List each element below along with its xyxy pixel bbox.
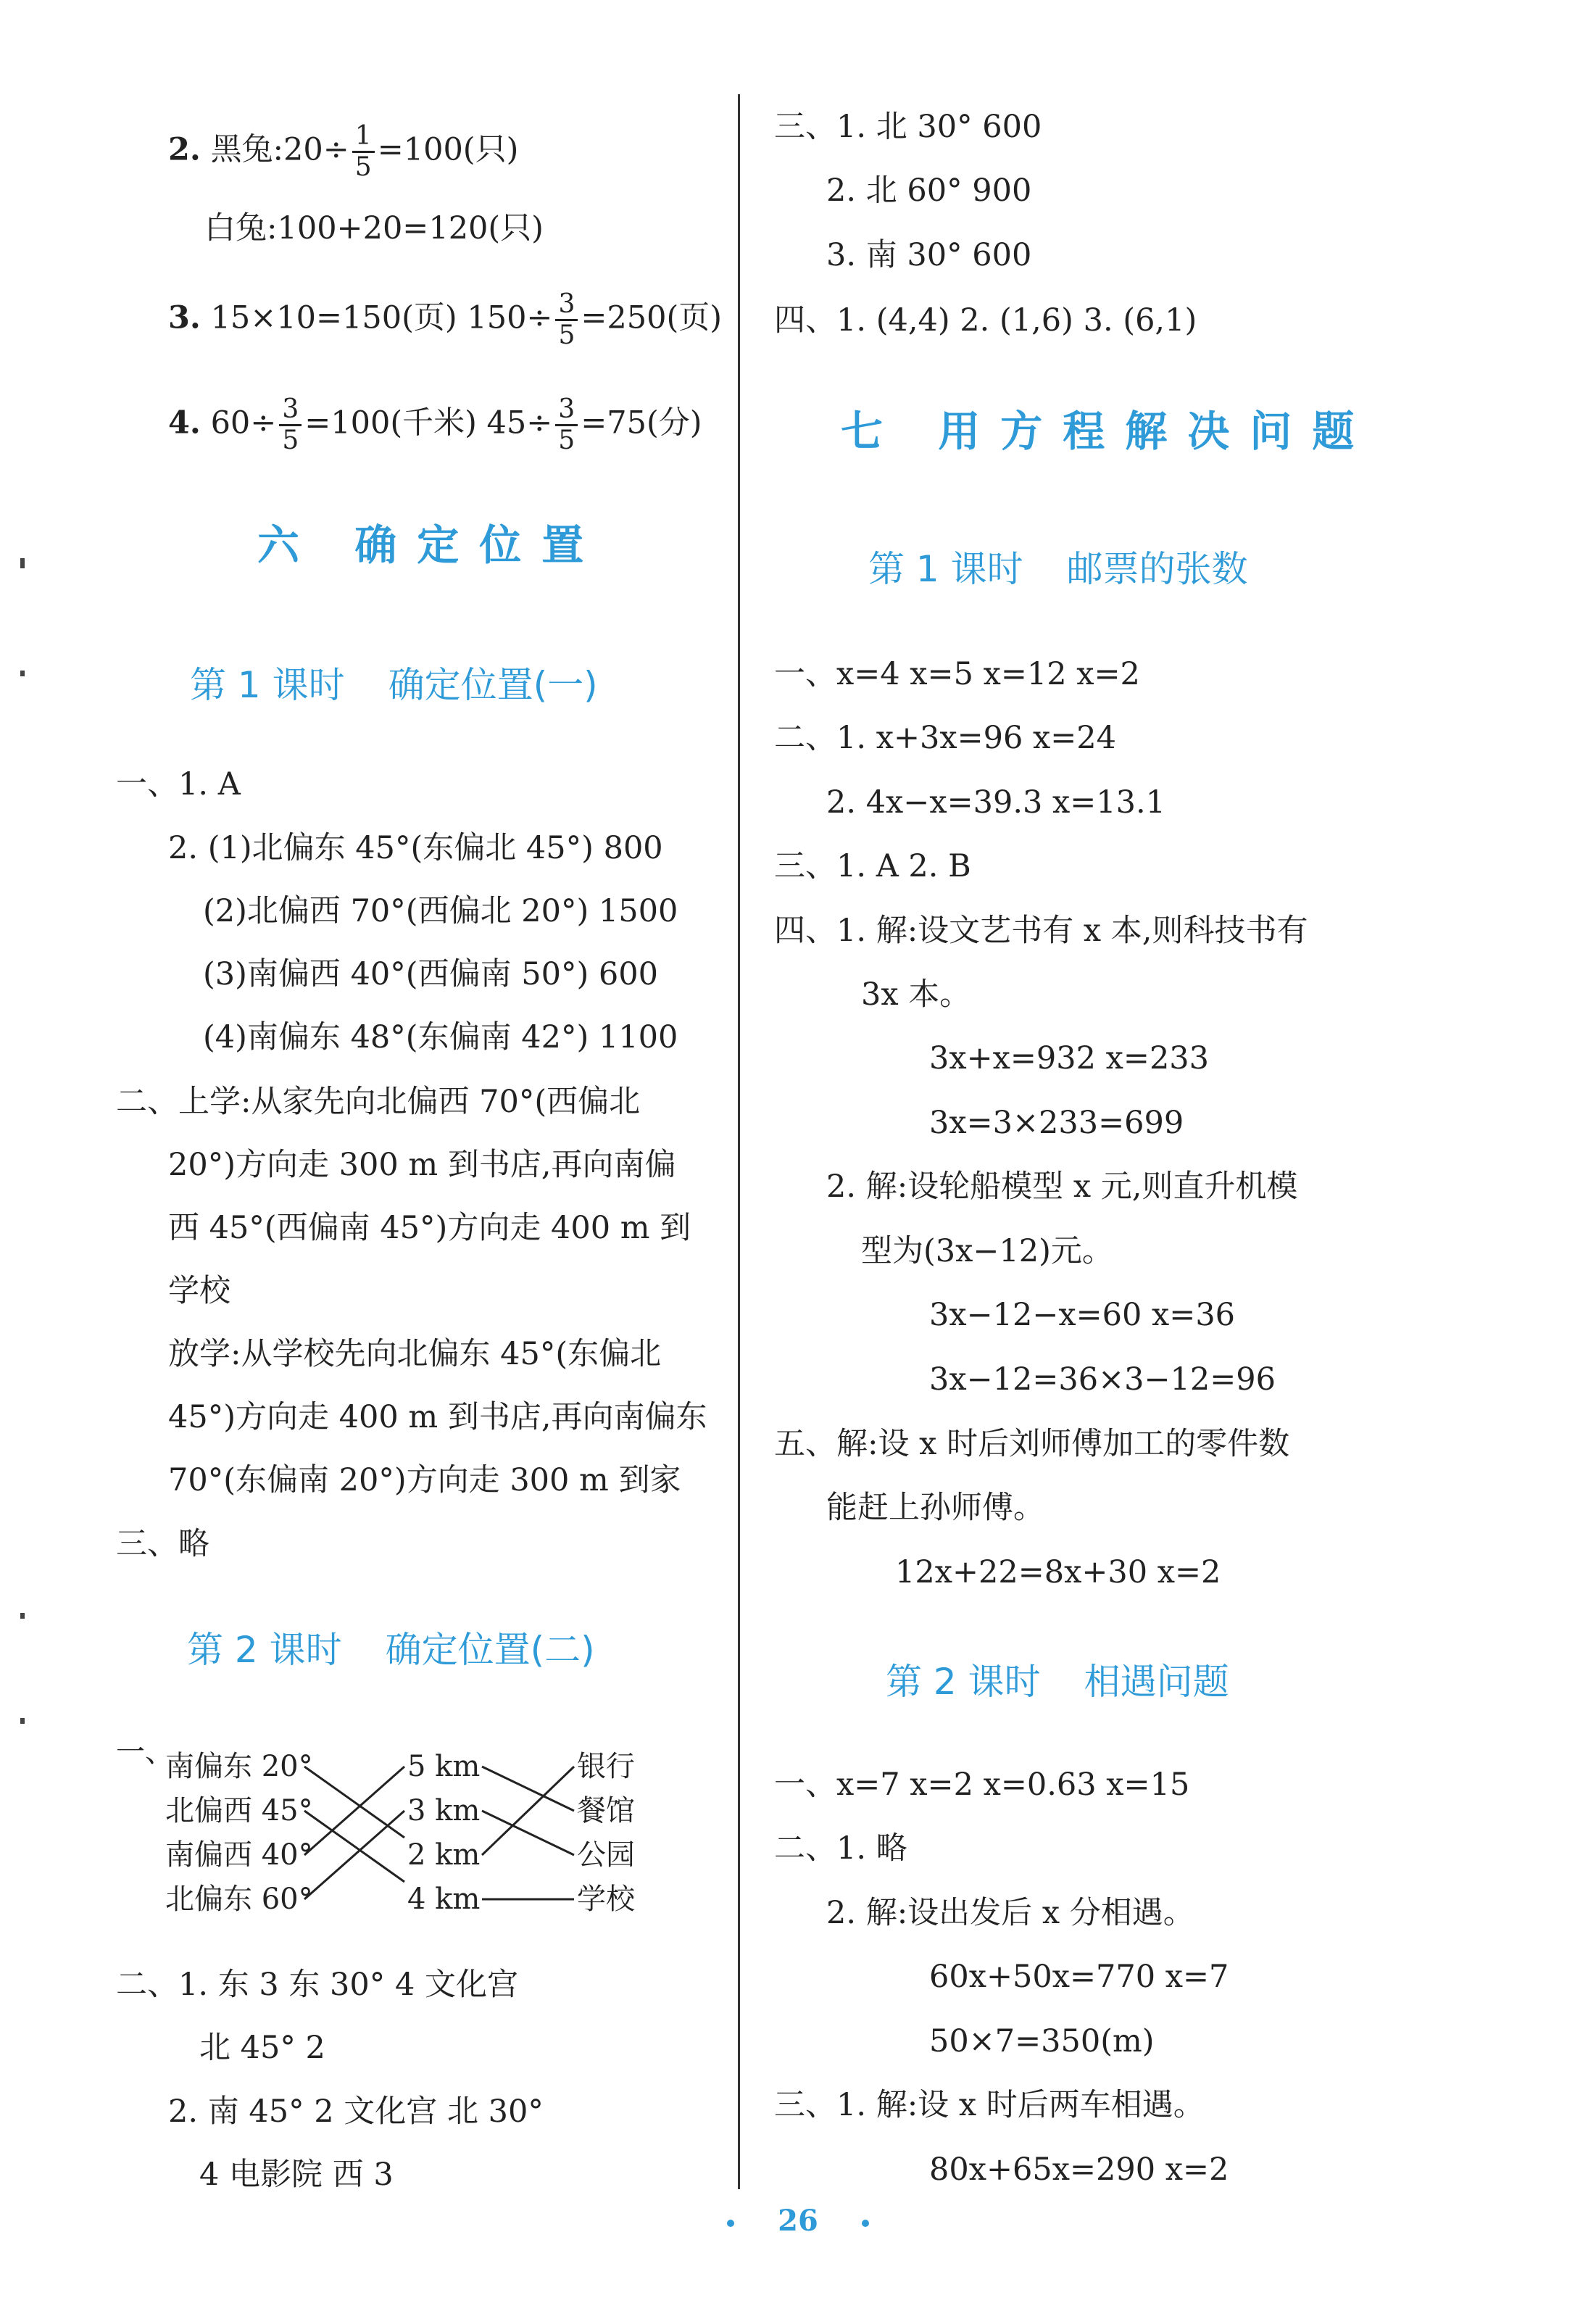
section-2-line-4: 学校 <box>168 1273 230 1309</box>
r-answer-a2: 二、1. x+3x=96 x=24 <box>774 720 1116 756</box>
section-2-line-6: 45°)方向走 400 m 到书店,再向南偏东 <box>168 1399 707 1435</box>
lesson-number: 第 2 课时 <box>886 1661 1041 1703</box>
fraction <box>555 290 578 350</box>
section-1-item-2-4: (4)南偏东 48°(东偏南 42°) 1100 <box>203 1019 678 1055</box>
section-1-item-2: 2. (1)北偏东 45°(东偏北 45°) 800 <box>168 830 663 866</box>
text: 黑兔:20÷ <box>210 131 349 168</box>
text: =250(页) <box>581 299 723 336</box>
text: 60÷ <box>210 404 277 441</box>
section-2-line-2: 20°)方向走 300 m 到书店,再向南偏 <box>168 1147 676 1183</box>
text: =75(分) <box>581 404 702 441</box>
match-line-dir4 <box>304 1811 404 1899</box>
match-place-4: 学校 <box>577 1883 635 1916</box>
answer-4-line <box>168 395 702 455</box>
section-3: 三、略 <box>116 1526 209 1562</box>
r-answer-a12: 3x−12=36×3−12=96 <box>929 1361 1276 1398</box>
r-answer-a7: 3x+x=932 x=233 <box>929 1040 1210 1076</box>
denominator: 5 <box>558 426 575 455</box>
match-line-dist1 <box>482 1767 574 1811</box>
r-answer-a11: 3x−12−x=60 x=36 <box>929 1297 1236 1333</box>
r-answer-b2: 二、1. 略 <box>774 1830 907 1867</box>
section-2-line-3: 西 45°(西偏南 45°)方向走 400 m 到 <box>168 1210 691 1246</box>
numerator: 3 <box>555 290 578 321</box>
unit-title-6: 六 确定位置 <box>257 520 604 570</box>
match-line-dist3 <box>482 1767 574 1855</box>
r-lesson-title-2 <box>886 1653 1229 1705</box>
match-line-dir3 <box>304 1767 404 1855</box>
section-1-item-2-2: (2)北偏西 70°(西偏北 20°) 1500 <box>203 893 678 929</box>
match-line-dist2 <box>482 1811 574 1855</box>
fraction <box>279 395 302 455</box>
page-dot-right <box>862 2220 869 2227</box>
answer-3-line <box>168 290 722 350</box>
numerator: 1 <box>352 122 375 153</box>
part-2-item-2-2: 4 电影院 西 3 <box>199 2157 394 2193</box>
r-lesson-title-1 <box>868 540 1248 592</box>
scan-mark <box>20 558 25 568</box>
item-number: 2. <box>168 131 201 168</box>
r-answer-a13: 五、解:设 x 时后刘师傅加工的零件数 <box>774 1426 1290 1462</box>
match-dir-1: 南偏东 20° <box>165 1750 313 1783</box>
r-answer-b3: 2. 解:设出发后 x 分相遇。 <box>826 1895 1194 1931</box>
text: =100(只) <box>377 131 519 168</box>
unit-title-7: 七 用方程解决问题 <box>841 407 1375 456</box>
match-dir-3: 南偏西 40° <box>165 1838 313 1872</box>
r-answer-a8: 3x=3×233=699 <box>929 1105 1184 1141</box>
section-2-line-5: 放学:从学校先向北偏东 45°(东偏北 <box>168 1336 662 1372</box>
match-place-1: 银行 <box>577 1750 635 1783</box>
match-dist-3: 2 km <box>407 1838 481 1872</box>
r-answer-b6: 三、1. 解:设 x 时后两车相遇。 <box>774 2087 1205 2123</box>
lesson-name: 相遇问题 <box>1084 1661 1229 1703</box>
r-section-3-2: 2. 北 60° 900 <box>826 173 1032 209</box>
scan-mark <box>20 671 25 676</box>
scan-mark <box>20 1613 25 1619</box>
match-dist-2: 3 km <box>407 1794 481 1827</box>
answer-2-line <box>168 122 518 182</box>
page-number-text: 26 <box>778 2204 818 2238</box>
lesson-number: 第 2 课时 <box>187 1629 342 1671</box>
scan-mark <box>20 1718 25 1724</box>
lesson-name: 确定位置(二) <box>385 1629 595 1671</box>
match-dist-4: 4 km <box>407 1883 481 1916</box>
r-section-3-3: 3. 南 30° 600 <box>826 237 1032 273</box>
part-2-item-1-2: 北 45° 2 <box>199 2030 325 2066</box>
matching-lines <box>116 1733 594 1950</box>
match-line-dir2 <box>304 1811 404 1882</box>
text: =100(千米) 45÷ <box>304 404 553 441</box>
denominator: 5 <box>354 152 372 182</box>
fraction <box>352 122 375 182</box>
r-section-4: 四、1. (4,4) 2. (1,6) 3. (6,1) <box>774 302 1197 339</box>
lesson-name: 确定位置(一) <box>388 664 598 706</box>
r-answer-a15: 12x+22=8x+30 x=2 <box>895 1554 1221 1590</box>
section-2-line-1: 二、上学:从家先向北偏西 70°(西偏北 <box>116 1084 641 1120</box>
match-place-2: 餐馆 <box>577 1794 635 1827</box>
denominator: 5 <box>558 320 575 350</box>
r-answer-a1: 一、x=4 x=5 x=12 x=2 <box>774 656 1140 692</box>
item-number: 3. <box>168 299 201 336</box>
r-answer-a9: 2. 解:设轮船模型 x 元,则直升机模 <box>826 1169 1298 1205</box>
r-answer-b1: 一、x=7 x=2 x=0.63 x=15 <box>774 1767 1190 1803</box>
text: 15×10=150(页) 150÷ <box>210 299 553 336</box>
match-place-3: 公园 <box>577 1838 635 1872</box>
r-answer-a10: 型为(3x−12)元。 <box>861 1233 1113 1269</box>
r-answer-b5: 50×7=350(m) <box>929 2023 1155 2059</box>
lesson-name: 邮票的张数 <box>1066 548 1248 590</box>
r-answer-a5: 四、1. 解:设文艺书有 x 本,则科技书有 <box>774 913 1308 949</box>
numerator: 3 <box>279 395 302 426</box>
fraction <box>555 395 578 455</box>
page-number <box>0 2204 1596 2238</box>
page-dot-left <box>727 2220 734 2227</box>
section-1-item-1: 一、1. A <box>116 766 241 802</box>
answer-2-line2: 白兔:100+20=120(只) <box>204 210 544 246</box>
section-2-line-7: 70°(东偏南 20°)方向走 300 m 到家 <box>168 1462 681 1498</box>
match-line-dir1 <box>304 1767 404 1838</box>
r-answer-a3: 2. 4x−x=39.3 x=13.1 <box>826 784 1166 821</box>
match-dir-4: 北偏东 60° <box>165 1883 313 1916</box>
denominator: 5 <box>282 426 299 455</box>
item-number: 4. <box>168 404 201 441</box>
numerator: 3 <box>555 395 578 426</box>
r-answer-a6: 3x 本。 <box>861 976 971 1013</box>
r-answer-a4: 三、1. A 2. B <box>774 848 971 884</box>
match-dist-1: 5 km <box>407 1750 481 1783</box>
r-answer-a14: 能赶上孙师傅。 <box>826 1490 1044 1526</box>
r-section-3-1: 三、1. 北 30° 600 <box>774 109 1042 145</box>
r-answer-b4: 60x+50x=770 x=7 <box>929 1959 1229 1995</box>
r-answer-b7: 80x+65x=290 x=2 <box>929 2151 1229 2188</box>
match-dir-2: 北偏西 45° <box>165 1794 313 1827</box>
part-2-item-1: 二、1. 东 3 东 30° 4 文化宫 <box>116 1967 518 2003</box>
lesson-title-1 <box>190 656 598 708</box>
part-2-item-2: 2. 南 45° 2 文化宫 北 30° <box>168 2094 544 2130</box>
lesson-number: 第 1 课时 <box>190 664 345 706</box>
lesson-title-2 <box>187 1621 595 1673</box>
column-divider <box>738 94 740 2189</box>
section-1-item-2-3: (3)南偏西 40°(西偏南 50°) 600 <box>203 956 658 992</box>
lesson-number: 第 1 课时 <box>868 548 1023 590</box>
match-prefix: 一、 <box>116 1735 174 1769</box>
